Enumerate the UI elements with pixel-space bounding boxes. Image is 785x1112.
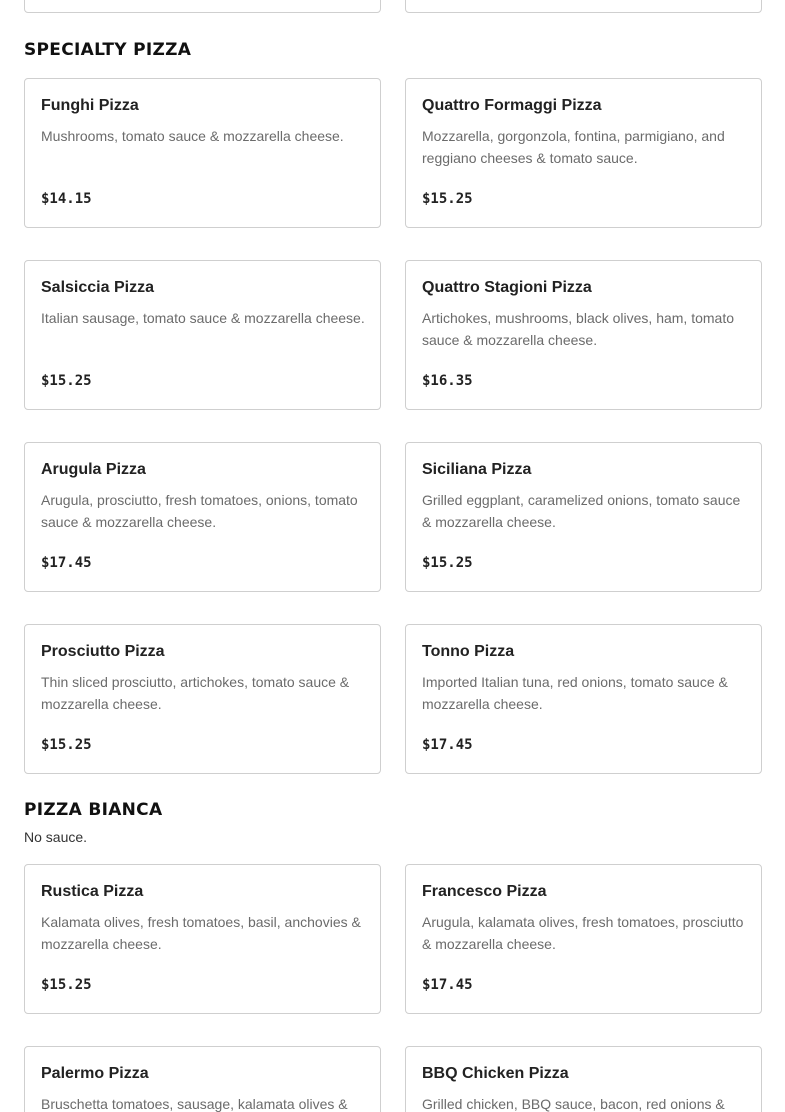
menu-item-card-francesco[interactable]	[405, 864, 762, 1014]
item-price: $14.15	[41, 191, 92, 207]
item-description: Thin sliced prosciutto, artichokes, tomato sauce & mozzarella cheese.	[41, 674, 350, 712]
item-price: $15.25	[41, 737, 92, 753]
menu-item-card-bbq-chicken[interactable]	[405, 1046, 762, 1112]
item-description: Italian sausage, tomato sauce & mozzarella cheese.	[41, 310, 365, 326]
section-title-specialty-pizza: SPECIALTY PIZZA	[24, 40, 192, 60]
item-price: $17.45	[41, 555, 92, 571]
item-price: $15.25	[422, 191, 473, 207]
item-price: $16.35	[422, 373, 473, 389]
item-name: Salsiccia Pizza	[41, 279, 154, 296]
item-name: Funghi Pizza	[41, 97, 139, 114]
item-description: Arugula, kalamata olives, fresh tomatoes, prosciutto & mozzarella cheese.	[422, 914, 744, 952]
item-name: Francesco Pizza	[422, 883, 547, 900]
section-title-pizza-bianca: PIZZA BIANCA	[24, 800, 163, 820]
item-price: $17.45	[422, 737, 473, 753]
menu-item-card-funghi[interactable]	[24, 78, 381, 228]
item-description: Bruschetta tomatoes, sausage, kalamata olives &	[41, 1096, 348, 1112]
item-name: Quattro Formaggi Pizza	[422, 97, 602, 114]
item-name: Arugula Pizza	[41, 461, 146, 478]
item-name: Prosciutto Pizza	[41, 643, 165, 660]
item-description: Grilled eggplant, caramelized onions, tomato sauce & mozzarella cheese.	[422, 492, 741, 530]
item-description: Mushrooms, tomato sauce & mozzarella cheese.	[41, 128, 344, 144]
menu-item-card-palermo[interactable]	[24, 1046, 381, 1112]
menu-item-card-siciliana[interactable]	[405, 442, 762, 592]
item-name: BBQ Chicken Pizza	[422, 1065, 569, 1082]
menu-item-card-tonno[interactable]	[405, 624, 762, 774]
item-description: Artichokes, mushrooms, black olives, ham, tomato sauce & mozzarella cheese.	[422, 310, 735, 348]
item-description: Imported Italian tuna, red onions, tomato sauce & mozzarella cheese.	[422, 674, 728, 712]
menu-item-card-salsiccia[interactable]	[24, 260, 381, 410]
menu-item-card-prosciutto[interactable]	[24, 624, 381, 774]
menu-item-card[interactable]	[405, 0, 762, 13]
item-description: Kalamata olives, fresh tomatoes, basil, anchovies & mozzarella cheese.	[41, 914, 361, 952]
menu-item-card-arugula[interactable]	[24, 442, 381, 592]
item-name: Siciliana Pizza	[422, 461, 532, 478]
menu-item-card-quattro-formaggi[interactable]	[405, 78, 762, 228]
menu-item-card[interactable]	[24, 0, 381, 13]
menu-item-card-rustica[interactable]	[24, 864, 381, 1014]
menu-item-card-quattro-stagioni[interactable]	[405, 260, 762, 410]
item-price: $17.45	[422, 977, 473, 993]
item-description: Mozzarella, gorgonzola, fontina, parmigiano, and reggiano cheeses & tomato sauce.	[422, 128, 725, 166]
item-price: $15.25	[41, 373, 92, 389]
item-price: $15.25	[422, 555, 473, 571]
item-name: Palermo Pizza	[41, 1065, 149, 1082]
item-name: Quattro Stagioni Pizza	[422, 279, 592, 296]
item-price: $15.25	[41, 977, 92, 993]
item-name: Tonno Pizza	[422, 643, 515, 660]
section-subtitle: No sauce.	[24, 829, 88, 845]
item-description: Arugula, prosciutto, fresh tomatoes, onions, tomato sauce & mozzarella cheese.	[41, 492, 358, 530]
item-description: Grilled chicken, BBQ sauce, bacon, red onions &	[422, 1096, 725, 1112]
item-name: Rustica Pizza	[41, 883, 144, 900]
